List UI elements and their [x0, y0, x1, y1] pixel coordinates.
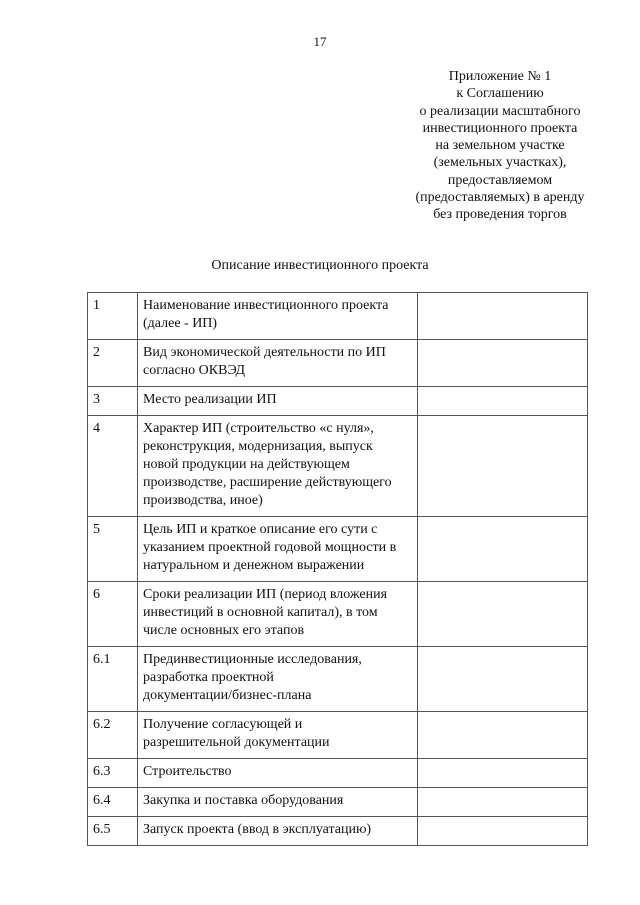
- table-row: [88, 517, 588, 582]
- row-item-name-line: Сроки реализации ИП (период вложения: [143, 587, 388, 602]
- row-value-cell: [418, 759, 588, 788]
- row-item-name-line: инвестиций в основной капитал), в том: [143, 605, 378, 620]
- row-number: 6.3: [88, 759, 138, 788]
- row-number: 6: [88, 582, 138, 647]
- row-item-name: [138, 517, 418, 582]
- row-item-name: [138, 293, 418, 340]
- table-row: [88, 759, 588, 788]
- row-item-name-line: производстве, расширение действующего: [143, 475, 392, 490]
- row-item-name-line: Наименование инвестиционного проекта: [143, 298, 389, 313]
- row-value-cell: [418, 340, 588, 387]
- appendix-line: к Соглашению: [456, 86, 544, 102]
- page-number: 17: [313, 34, 327, 49]
- row-value-cell: [418, 788, 588, 817]
- row-item-name: [138, 582, 418, 647]
- appendix-line: (земельных участках),: [433, 155, 567, 171]
- row-item-name: [138, 817, 418, 846]
- appendix-line: без проведения торгов: [433, 207, 567, 223]
- project-description-table: [87, 292, 588, 846]
- row-number: 1: [88, 293, 138, 340]
- table-row: [88, 712, 588, 759]
- row-item-name-line: Закупка и поставка оборудования: [143, 793, 344, 808]
- row-item-name-line: производства, иное): [143, 493, 263, 508]
- row-item-name-line: числе основных его этапов: [143, 623, 305, 638]
- row-item-name-line: Получение согласующей и: [143, 717, 303, 732]
- row-item-name-line: указанием проектной годовой мощности в: [143, 540, 397, 555]
- table-row: [88, 582, 588, 647]
- row-number: 3: [88, 387, 138, 416]
- table-row: [88, 788, 588, 817]
- row-item-name-line: Вид экономической деятельности по ИП: [143, 345, 386, 360]
- row-item-name-line: новой продукции на действующем: [143, 457, 350, 472]
- row-item-name-line: разрешительной документации: [143, 735, 330, 750]
- row-value-cell: [418, 647, 588, 712]
- row-item-name: [138, 387, 418, 416]
- row-number: 4: [88, 416, 138, 517]
- row-number: 6.2: [88, 712, 138, 759]
- row-item-name-line: (далее - ИП): [143, 316, 218, 331]
- appendix-header: [382, 68, 618, 224]
- table-row: [88, 387, 588, 416]
- row-value-cell: [418, 293, 588, 340]
- appendix-line: Приложение № 1: [448, 69, 552, 84]
- row-number: 2: [88, 340, 138, 387]
- appendix-line: на земельном участке: [435, 138, 565, 154]
- row-item-name-line: Строительство: [143, 764, 232, 779]
- table-row: [88, 817, 588, 846]
- row-item-name: [138, 416, 418, 517]
- row-item-name: [138, 340, 418, 387]
- appendix-line: о реализации масштабного: [419, 103, 581, 119]
- appendix-line: предоставляемом: [447, 172, 553, 188]
- appendix-line: инвестиционного проекта: [422, 120, 578, 136]
- row-number: 6.4: [88, 788, 138, 817]
- table-row: [88, 340, 588, 387]
- row-item-name-line: разработка проектной: [143, 670, 274, 685]
- row-item-name-line: Цель ИП и краткое описание его сути с: [143, 522, 378, 537]
- row-value-cell: [418, 582, 588, 647]
- row-number: 6.1: [88, 647, 138, 712]
- row-value-cell: [418, 712, 588, 759]
- row-value-cell: [418, 387, 588, 416]
- row-item-name: [138, 759, 418, 788]
- row-item-name: [138, 647, 418, 712]
- row-item-name-line: натуральном и денежном выражении: [143, 558, 365, 573]
- row-item-name-line: Место реализации ИП: [143, 392, 277, 407]
- row-value-cell: [418, 817, 588, 846]
- row-item-name-line: документации/бизнес-плана: [143, 688, 312, 703]
- table-row: [88, 416, 588, 517]
- row-value-cell: [418, 517, 588, 582]
- row-item-name: [138, 712, 418, 759]
- row-item-name-line: Прединвестиционные исследования,: [143, 652, 362, 667]
- row-item-name: [138, 788, 418, 817]
- document-title: Описание инвестиционного проекта: [211, 258, 429, 273]
- row-item-name-line: реконструкция, модернизация, выпуск: [143, 439, 373, 454]
- row-number: 5: [88, 517, 138, 582]
- table-row: [88, 647, 588, 712]
- row-item-name-line: Запуск проекта (ввод в эксплуатацию): [143, 822, 372, 837]
- appendix-line: (предоставляемых) в аренду: [415, 190, 585, 206]
- table-row: [88, 293, 588, 340]
- row-item-name-line: согласно ОКВЭД: [143, 363, 246, 378]
- row-value-cell: [418, 416, 588, 517]
- row-number: 6.5: [88, 817, 138, 846]
- row-item-name-line: Характер ИП (строительство «с нуля»,: [143, 421, 374, 436]
